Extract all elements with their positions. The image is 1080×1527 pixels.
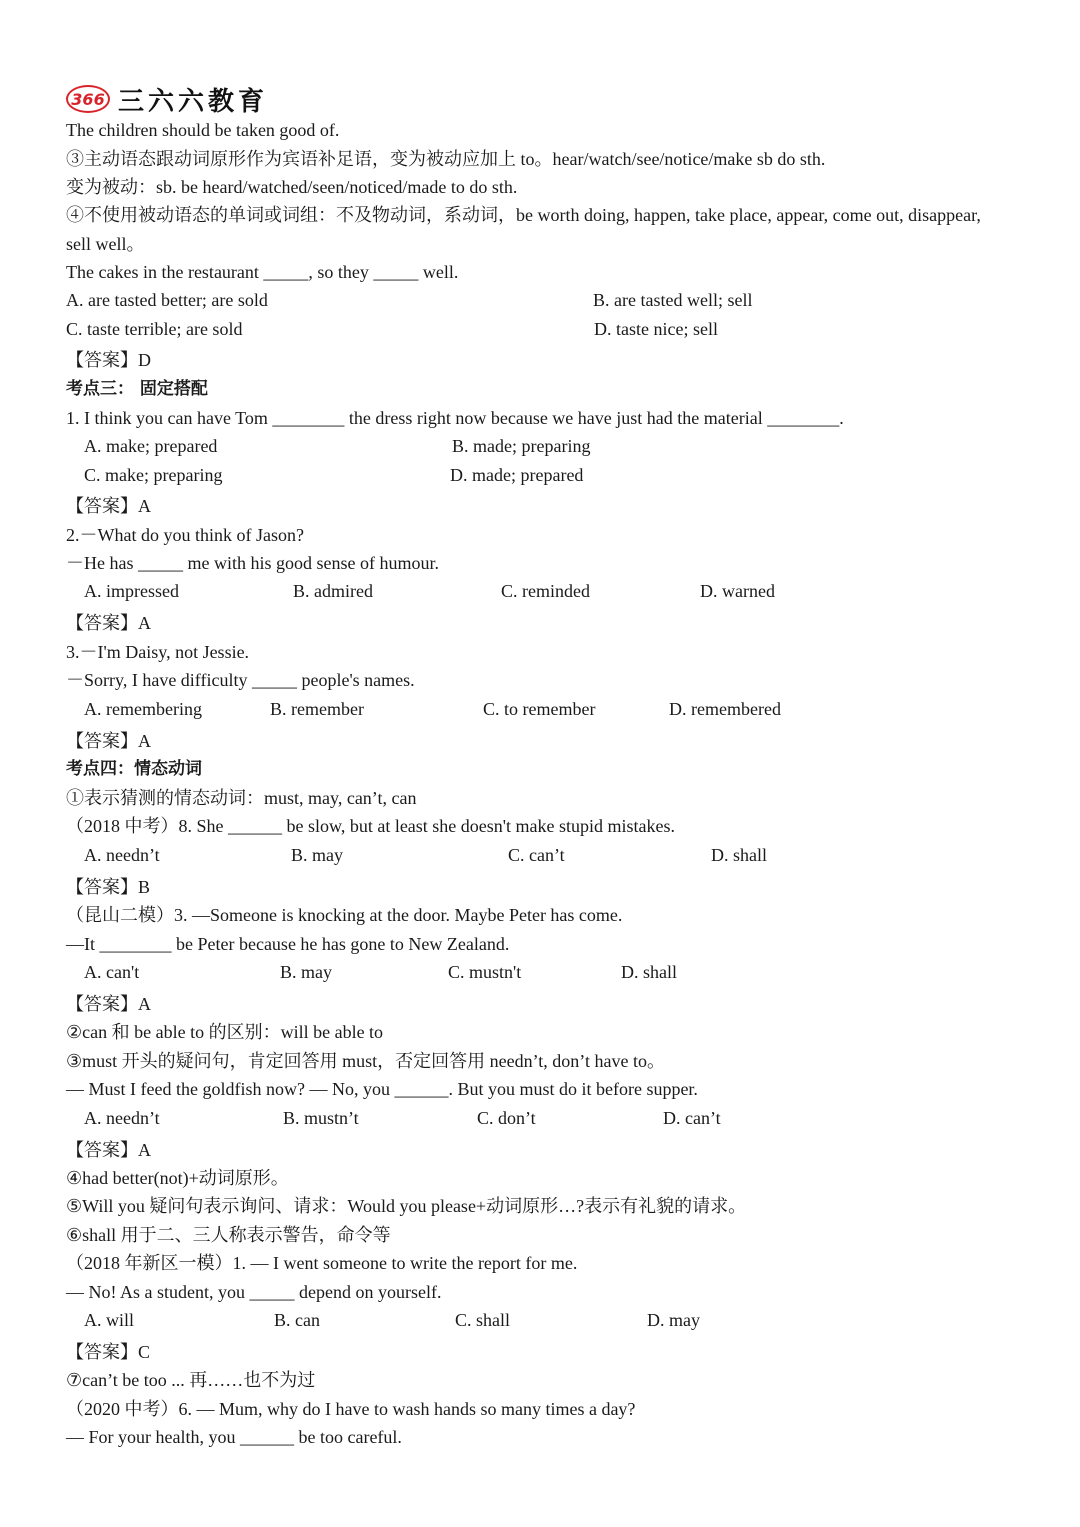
text-line: ②can 和 be able to 的区别：will be able to [66,1022,384,1042]
option-d: D. taste nice; sell [594,319,718,339]
option-b: B. can [274,1310,320,1330]
brand-badge: 366 [66,85,110,113]
text-line: ①表示猜测的情态动词：must, may, can’t, can [66,788,417,808]
section-heading: 考点四：情态动词 [66,759,202,779]
text-line: ④不使用被动语态的单词或词组：不及物动词，系动词，be worth doing, happen, take place, appear, come out, disappear, [66,205,981,225]
question-stem: — Must I feed the goldfish now? — No, you ______. But you must do it before supper. [66,1079,698,1099]
option-c: C. shall [455,1310,511,1330]
answer: 【答案】A [66,731,151,751]
answer: 【答案】C [66,1342,151,1362]
brand-logo [66,82,268,116]
option-a: A. are tasted better; are sold [66,290,268,310]
option-b: B. made; preparing [452,436,591,456]
section-heading: 考点三： 固定搭配 [66,379,208,399]
question-stem: （昆山二模）3. —Someone is knocking at the door. Maybe Peter has come. [66,905,623,925]
answer: 【答案】B [66,877,151,897]
text-line: ③主动语态跟动词原形作为宾语补足语，变为被动应加上 to。hear/watch/see/notice/make sb do sth. [66,149,826,169]
question-stem: —It ________ be Peter because he has gone to New Zealand. [66,934,510,954]
option-c: C. mustn't [448,962,522,982]
answer: 【答案】A [66,994,151,1014]
question-stem: －Sorry, I have difficulty _____ people's names. [66,670,415,690]
question-stem: — No! As a student, you _____ depend on yourself. [66,1282,442,1302]
text-line: ⑦can’t be too ... 再……也不为过 [66,1370,316,1390]
option-c: C. taste terrible; are sold [66,319,243,339]
option-a: A. needn’t [84,845,160,865]
option-a: A. make; prepared [84,436,218,456]
text-line: sell well。 [66,234,145,254]
text-line: ⑤Will you 疑问句表示询问、请求：Would you please+动词原形…?表示有礼貌的请求。 [66,1196,747,1216]
option-b: B. remember [270,699,364,719]
question-stem: －He has _____ me with his good sense of humour. [66,553,439,573]
option-d: D. shall [711,845,767,865]
option-b: B. may [280,962,332,982]
question-stem: （2018 年新区一模）1. — I went someone to write the report for me. [66,1253,578,1273]
option-d: D. can’t [663,1108,721,1128]
option-c: C. can’t [508,845,565,865]
option-b: B. mustn’t [283,1108,359,1128]
text-line: 变为被动：sb. be heard/watched/seen/noticed/made to do sth. [66,177,518,197]
option-d: D. shall [621,962,677,982]
question-stem: （2018 中考）8. She ______ be slow, but at least she doesn't make stupid mistakes. [66,816,676,836]
option-b: B. may [291,845,343,865]
option-d: D. may [647,1310,700,1330]
option-a: A. can't [84,962,140,982]
question-stem: （2020 中考）6. — Mum, why do I have to wash hands so many times a day? [66,1399,636,1419]
answer: 【答案】D [66,350,151,370]
text-line: The children should be taken good of. [66,120,340,140]
answer: 【答案】A [66,1140,151,1160]
question-stem: 3.－I'm Daisy, not Jessie. [66,642,250,662]
option-a: A. impressed [84,581,179,601]
option-b: B. admired [293,581,373,601]
option-a: A. remembering [84,699,202,719]
option-c: C. don’t [477,1108,536,1128]
option-d: D. made; prepared [450,465,584,485]
option-c: C. make; preparing [84,465,223,485]
answer: 【答案】A [66,496,151,516]
option-d: D. remembered [669,699,781,719]
option-d: D. warned [700,581,775,601]
option-a: A. will [84,1310,135,1330]
question-stem: — For your health, you ______ be too careful. [66,1427,402,1447]
brand-name: 三六六教育 [118,86,269,117]
question-stem: The cakes in the restaurant _____, so they _____ well. [66,262,459,282]
option-b: B. are tasted well; sell [593,290,753,310]
text-line: ③must 开头的疑问句，肯定回答用 must，否定回答用 needn’t, don’t have to。 [66,1051,665,1071]
text-line: ④had better(not)+动词原形。 [66,1168,289,1188]
option-c: C. reminded [501,581,590,601]
option-c: C. to remember [483,699,596,719]
text-line: ⑥shall 用于二、三人称表示警告，命令等 [66,1225,391,1245]
option-a: A. needn’t [84,1108,160,1128]
question-stem: 1. I think you can have Tom ________ the dress right now because we have just had the material ________. [66,408,844,428]
answer: 【答案】A [66,613,151,633]
question-stem: 2.－What do you think of Jason? [66,525,304,545]
